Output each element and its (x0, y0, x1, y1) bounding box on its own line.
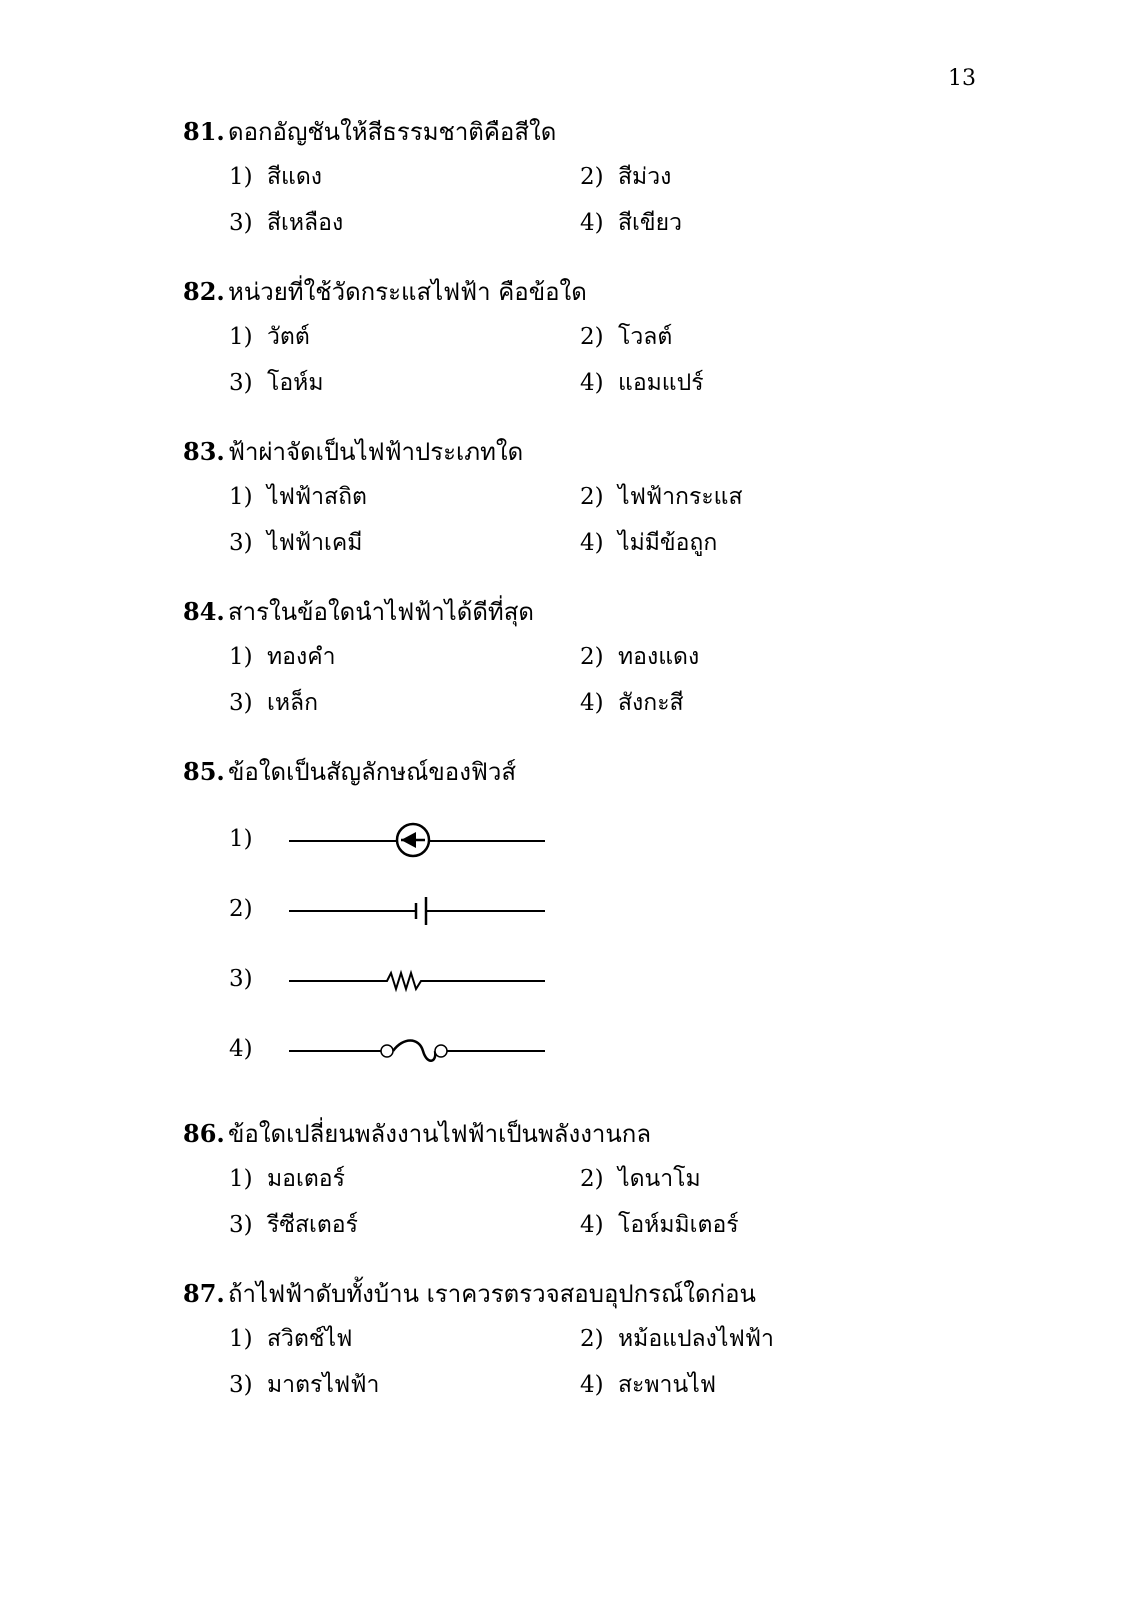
question-text: ฟ้าผ่าจัดเป็นไฟฟ้าประเภทใด (228, 437, 524, 466)
question-86 (183, 1110, 983, 1248)
cell-symbol-icon (289, 890, 549, 930)
choice-1[interactable]: 1) วัตต์ (229, 324, 310, 350)
question-84 (183, 588, 983, 726)
choice-4[interactable]: 4) สังกะสี (580, 690, 684, 716)
choice-3[interactable]: 3) มาตรไฟฟ้า (229, 1372, 380, 1398)
choice-3[interactable]: 3) เหล็ก (229, 690, 319, 716)
symbol-choice-1[interactable]: 1) (229, 820, 559, 860)
diode-symbol-icon (289, 820, 549, 860)
symbol-choice-4[interactable]: 4) (229, 1030, 559, 1070)
choice-1[interactable]: 1) ทองคำ (229, 644, 336, 670)
question-82 (183, 268, 983, 406)
choice-4[interactable]: 4) แอมแปร์ (580, 370, 704, 396)
choice-1[interactable]: 1) มอเตอร์ (229, 1166, 345, 1192)
question-number: 83. (183, 436, 225, 466)
question-81 (183, 108, 983, 246)
fuse-symbol-icon (289, 1030, 549, 1070)
symbol-choice-2[interactable]: 2) (229, 890, 559, 930)
choice-2[interactable]: 2) หม้อแปลงไฟฟ้า (580, 1326, 774, 1352)
question-number: 87. (183, 1278, 225, 1308)
choice-3[interactable]: 3) รีซีสเตอร์ (229, 1212, 358, 1238)
question-85 (183, 748, 983, 794)
question-number: 82. (183, 276, 225, 306)
question-83 (183, 428, 983, 566)
symbol-choice-3[interactable]: 3) (229, 960, 559, 1000)
question-87 (183, 1270, 983, 1408)
question-text: ข้อใดเปลี่ยนพลังงานไฟฟ้าเป็นพลังงานกล (228, 1119, 652, 1148)
choice-4[interactable]: 4) ไม่มีข้อถูก (580, 530, 718, 556)
choice-3[interactable]: 3) ไฟฟ้าเคมี (229, 530, 363, 556)
choice-1[interactable]: 1) สีแดง (229, 164, 323, 190)
choice-1[interactable]: 1) ไฟฟ้าสถิต (229, 484, 367, 510)
choice-4[interactable]: 4) สีเขียว (580, 210, 683, 236)
choice-4[interactable]: 4) โอห์มมิเตอร์ (580, 1212, 739, 1238)
resistor-symbol-icon (289, 960, 549, 1000)
choice-2[interactable]: 2) ไฟฟ้ากระแส (580, 484, 743, 510)
question-text: ถ้าไฟฟ้าดับทั้งบ้าน เราควรตรวจสอบอุปกรณ์ใดก่อน (228, 1279, 756, 1308)
choice-1[interactable]: 1) สวิตช์ไฟ (229, 1326, 353, 1352)
choice-3[interactable]: 3) โอห์ม (229, 370, 324, 396)
question-text: ข้อใดเป็นสัญลักษณ์ของฟิวส์ (228, 757, 517, 786)
choice-2[interactable]: 2) สีม่วง (580, 164, 672, 190)
question-number: 86. (183, 1118, 225, 1148)
choice-2[interactable]: 2) ทองแดง (580, 644, 700, 670)
choice-2[interactable]: 2) โวลต์ (580, 324, 673, 350)
question-number: 81. (183, 116, 225, 146)
page-number: 13 (948, 66, 976, 91)
question-text: สารในข้อใดนำไฟฟ้าได้ดีที่สุด (228, 597, 534, 626)
choice-4[interactable]: 4) สะพานไฟ (580, 1372, 717, 1398)
question-number: 85. (183, 756, 225, 786)
question-text: ดอกอัญชันให้สีธรรมชาติคือสีใด (228, 117, 557, 146)
question-text: หน่วยที่ใช้วัดกระแสไฟฟ้า คือข้อใด (228, 277, 587, 306)
choice-3[interactable]: 3) สีเหลือง (229, 210, 344, 236)
choice-2[interactable]: 2) ไดนาโม (580, 1166, 701, 1192)
question-number: 84. (183, 596, 225, 626)
